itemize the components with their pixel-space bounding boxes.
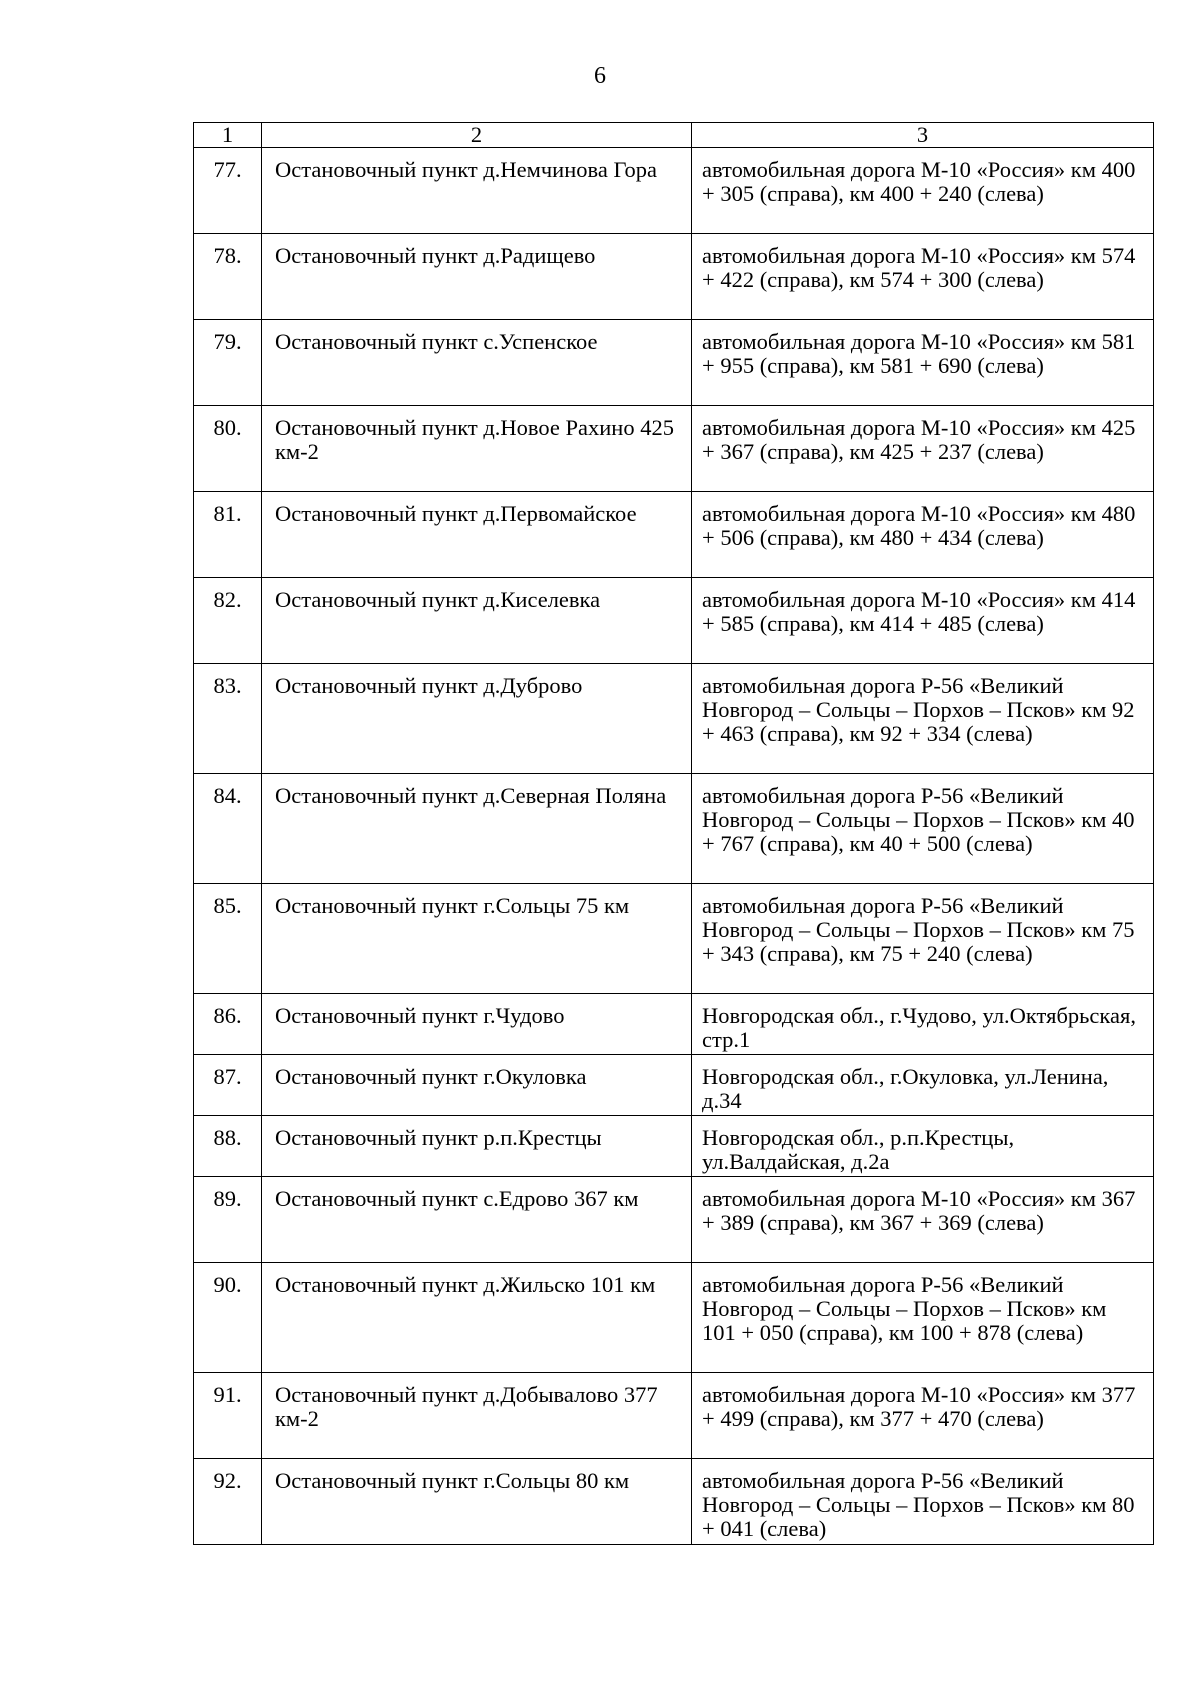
table-row [194,1459,1154,1545]
table-row [194,1177,1154,1263]
table-row [194,994,1154,1055]
header-row [194,123,1154,148]
table-body [194,148,1154,1545]
page-number: 6 [594,63,606,89]
table-row [194,1116,1154,1177]
row-number: 81. [194,492,262,578]
stop-name: Остановочный пункт д.Жильско 101 км [275,1272,656,1297]
table-header [194,123,1154,148]
stop-location: Новгородская обл., г.Чудово, ул.Октябрьская, стр.1 [702,1003,1136,1052]
table-row [194,234,1154,320]
row-number: 86. [194,994,262,1055]
stop-name: Остановочный пункт с.Едрово 367 км [275,1186,639,1211]
row-number: 85. [194,884,262,994]
row-number: 79. [194,320,262,406]
stop-location: автомобильная дорога Р-56 «Великий Новгород – Сольцы – Порхов – Псков» км 75 + 343 (справа), км 75 + 240 (слева) [702,893,1135,966]
stop-name: Остановочный пункт г.Чудово [275,1003,565,1028]
stop-name: Остановочный пункт д.Радищево [275,243,596,268]
stop-location: автомобильная дорога М-10 «Россия» км 574 + 422 (справа), км 574 + 300 (слева) [702,243,1136,292]
table-row [194,148,1154,234]
table-row [194,578,1154,664]
table-row [194,320,1154,406]
row-number: 84. [194,774,262,884]
row-number: 92. [194,1459,262,1545]
header-col-1: 1 [194,123,262,148]
row-number: 89. [194,1177,262,1263]
row-number: 82. [194,578,262,664]
stop-location: автомобильная дорога Р-56 «Великий Новгород – Сольцы – Порхов – Псков» км 40 + 767 (справа), км 40 + 500 (слева) [702,783,1135,856]
table-row [194,492,1154,578]
table-row [194,1055,1154,1116]
stop-name: Остановочный пункт г.Окуловка [275,1064,587,1089]
stop-location: автомобильная дорога М-10 «Россия» км 581 + 955 (справа), км 581 + 690 (слева) [702,329,1136,378]
row-number: 87. [194,1055,262,1116]
stop-name: Остановочный пункт г.Сольцы 80 км [275,1468,630,1493]
stop-name: Остановочный пункт с.Успенское [275,329,598,354]
stop-name: Остановочный пункт д.Первомайское [275,501,637,526]
stop-location: автомобильная дорога М-10 «Россия» км 377 + 499 (справа), км 377 + 470 (слева) [702,1382,1136,1431]
stop-location: автомобильная дорога Р-56 «Великий Новгород – Сольцы – Порхов – Псков» км 92 + 463 (справа), км 92 + 334 (слева) [702,673,1135,746]
stop-name: Остановочный пункт г.Сольцы 75 км [275,893,630,918]
row-number: 80. [194,406,262,492]
stop-name: Остановочный пункт р.п.Крестцы [275,1125,602,1150]
row-number: 77. [194,148,262,234]
stop-location: автомобильная дорога М-10 «Россия» км 367 + 389 (справа), км 367 + 369 (слева) [702,1186,1136,1235]
stop-location: автомобильная дорога Р-56 «Великий Новгород – Сольцы – Порхов – Псков» км 80 + 041 (слева) [702,1468,1135,1541]
stop-name: Остановочный пункт д.Новое Рахино 425 км-2 [275,415,674,464]
table-row [194,1263,1154,1373]
stop-location: автомобильная дорога М-10 «Россия» км 400 + 305 (справа), км 400 + 240 (слева) [702,157,1136,206]
header-col-3: 3 [692,123,1154,148]
row-number: 78. [194,234,262,320]
row-number: 91. [194,1373,262,1459]
stop-location: автомобильная дорога М-10 «Россия» км 480 + 506 (справа), км 480 + 434 (слева) [702,501,1136,550]
stop-location: Новгородская обл., р.п.Крестцы, ул.Валдайская, д.2а [702,1125,1015,1174]
stop-name: Остановочный пункт д.Киселевка [275,587,601,612]
stop-name: Остановочный пункт д.Добывалово 377 км-2 [275,1382,658,1431]
table-row [194,664,1154,774]
stops-table [193,122,1154,1545]
stop-location: автомобильная дорога Р-56 «Великий Новгород – Сольцы – Порхов – Псков» км 101 + 050 (справа), км 100 + 878 (слева) [702,1272,1107,1345]
row-number: 90. [194,1263,262,1373]
stop-location: автомобильная дорога М-10 «Россия» км 414 + 585 (справа), км 414 + 485 (слева) [702,587,1136,636]
stop-name: Остановочный пункт д.Северная Поляна [275,783,667,808]
header-col-2: 2 [262,123,692,148]
table-row [194,774,1154,884]
row-number: 83. [194,664,262,774]
row-number: 88. [194,1116,262,1177]
table-row [194,1373,1154,1459]
stop-name: Остановочный пункт д.Немчинова Гора [275,157,657,182]
stop-location: Новгородская обл., г.Окуловка, ул.Ленина, д.34 [702,1064,1109,1113]
stop-name: Остановочный пункт д.Дуброво [275,673,583,698]
table-row [194,884,1154,994]
table-row [194,406,1154,492]
stop-location: автомобильная дорога М-10 «Россия» км 425 + 367 (справа), км 425 + 237 (слева) [702,415,1136,464]
